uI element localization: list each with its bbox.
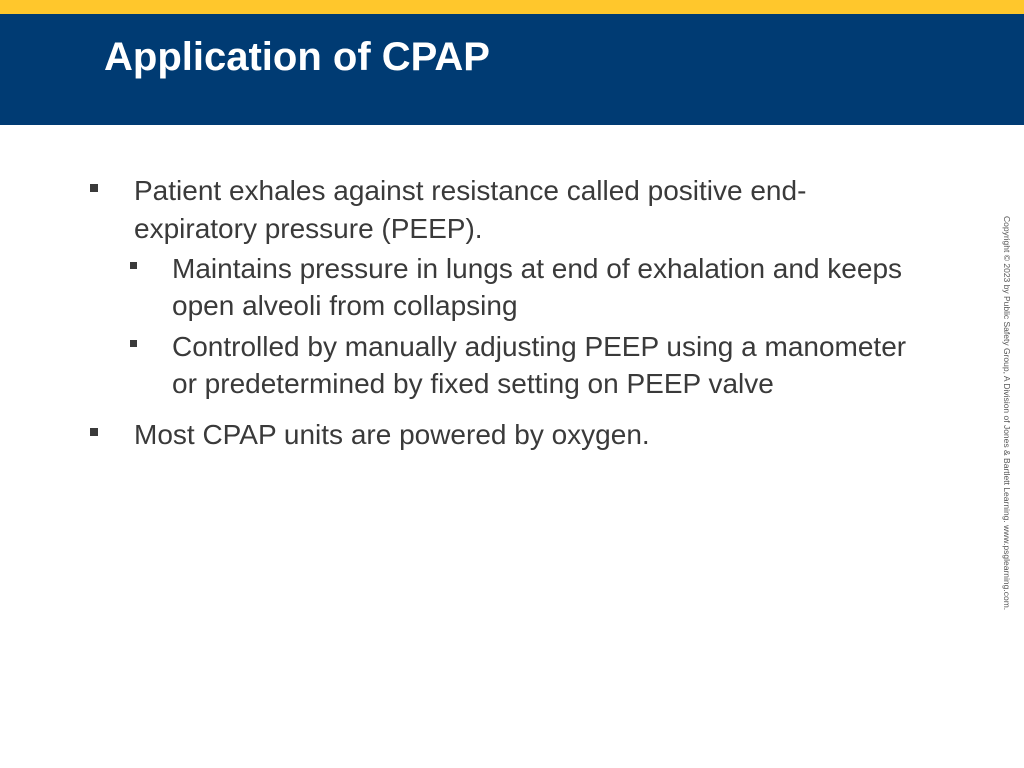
- slide-content: [0, 172, 990, 468]
- sub-bullet-item: [134, 328, 932, 402]
- bullet-text: Most CPAP units are powered by oxygen.: [134, 419, 650, 450]
- square-bullet-icon: [130, 262, 137, 269]
- bullet-text: Patient exhales against resistance called positive end-expiratory pressure (PEEP).: [134, 175, 807, 244]
- copyright-notice: Copyright © 2023 by Public Safety Group, A Division of Jones & Bartlett Learning. www.psglearning.com.: [1002, 216, 1012, 611]
- bullet-list: [0, 172, 990, 454]
- square-bullet-icon: [90, 184, 98, 192]
- sub-bullet-item: [134, 250, 932, 324]
- bullet-item: [0, 172, 907, 402]
- slide-title: Application of CPAP: [104, 35, 490, 79]
- square-bullet-icon: [130, 340, 137, 347]
- bullet-item: [0, 416, 890, 454]
- sub-bullet-text: Controlled by manually adjusting PEEP using a manometer or predetermined by fixed setting on PEEP valve: [172, 331, 907, 399]
- square-bullet-icon: [90, 428, 98, 436]
- sub-bullet-text: Maintains pressure in lungs at end of exhalation and keeps open alveoli from collapsing: [172, 253, 903, 321]
- accent-stripe: [0, 0, 1024, 14]
- sub-bullet-list: [134, 250, 907, 402]
